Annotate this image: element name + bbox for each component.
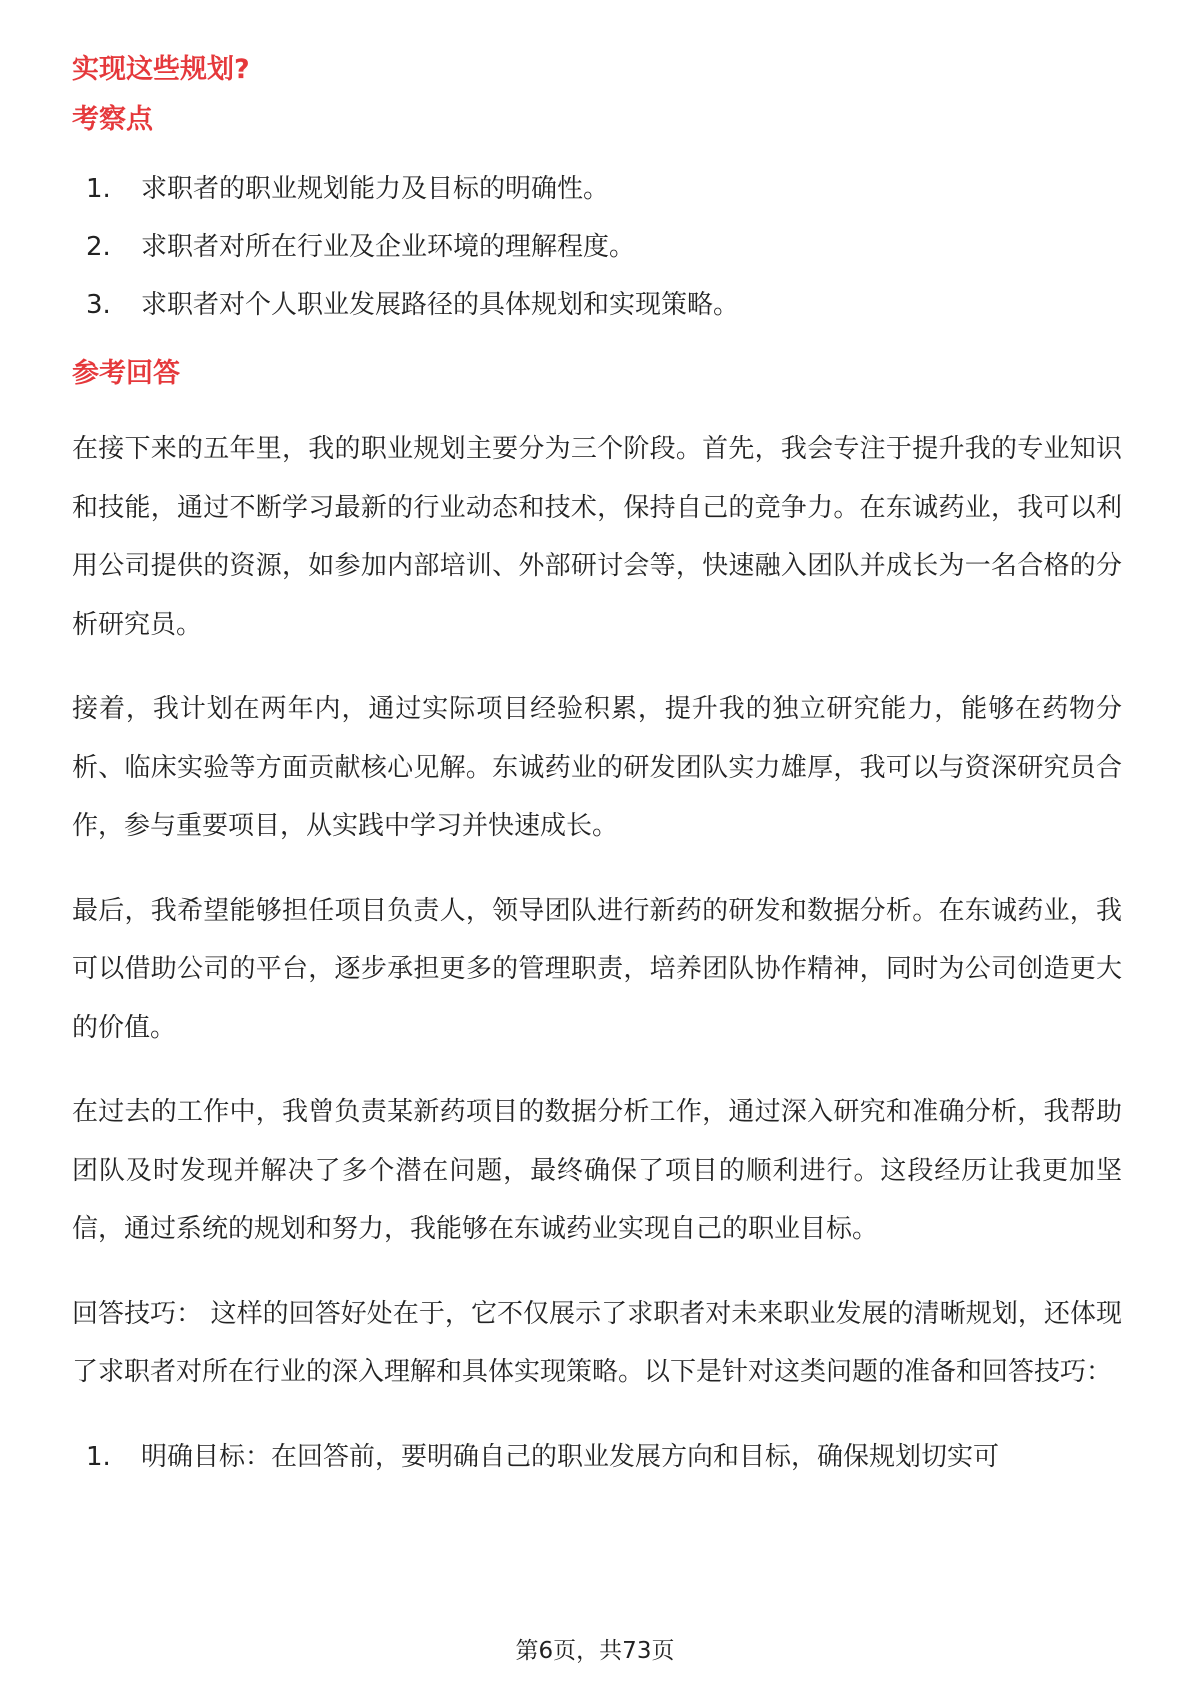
list-item-number: 3. — [86, 290, 111, 320]
list-item-number: 2. — [86, 232, 111, 262]
list-item-text: 求职者对个人职业发展路径的具体规划和实现策略。 — [141, 290, 740, 320]
page-footer: 第6页，共73页 — [515, 1638, 675, 1664]
list-item — [72, 160, 1122, 218]
page-content — [72, 48, 1122, 1486]
list-item-number: 1. — [86, 174, 111, 204]
answer-paragraph: 在接下来的五年里，我的职业规划主要分为三个阶段。首先，我会专注于提升我的专业知识和技能，通过不断学习最新的行业动态和技术，保持自己的竞争力。在东诚药业，我可以利用公司提供的资源，如参加内部培训、外部研讨会等，快速融入团队并成长为一名合格的分析研究员。 — [72, 434, 1122, 640]
answer-paragraph: 接着，我计划在两年内，通过实际项目经验积累，提升我的独立研究能力，能够在药物分析、临床实验等方面贡献核心见解。东诚药业的研发团队实力雄厚，我可以与资深研究员合作，参与重要项目，从实践中学习并快速成长。 — [72, 694, 1122, 841]
list-item — [72, 1428, 1122, 1486]
list-item — [72, 218, 1122, 276]
answer-paragraph: 在过去的工作中，我曾负责某新药项目的数据分析工作，通过深入研究和准确分析，我帮助团队及时发现并解决了多个潜在问题，最终确保了项目的顺利进行。这段经历让我更加坚信，通过系统的规划和努力，我能够在东诚药业实现自己的职业目标。 — [72, 1097, 1122, 1244]
list-item-text: 求职者对所在行业及企业环境的理解程度。 — [141, 232, 636, 262]
answer-tips-paragraph: 回答技巧： 这样的回答好处在于，它不仅展示了求职者对未来职业发展的清晰规划，还体现了求职者对所在行业的深入理解和具体实现策略。以下是针对这类问题的准备和回答技巧： — [72, 1298, 1122, 1387]
tips-list — [72, 1428, 1122, 1486]
answer-paragraph: 最后，我希望能够担任项目负责人，领导团队进行新药的研发和数据分析。在东诚药业，我可以借助公司的平台，逐步承担更多的管理职责，培养团队协作精神，同时为公司创造更大的价值。 — [72, 895, 1122, 1043]
question-heading-tail: 实现这些规划? — [72, 54, 250, 85]
section-heading-cankao: 参考回答 — [72, 358, 180, 389]
list-item-text: 求职者的职业规划能力及目标的明确性。 — [141, 174, 610, 204]
list-item — [72, 276, 1122, 334]
kaochadian-list — [72, 160, 1122, 334]
list-item-number: 1. — [86, 1441, 111, 1472]
section-heading-kaochadian: 考察点 — [72, 104, 153, 135]
list-item-text: 明确目标：在回答前，要明确自己的职业发展方向和目标，确保规划切实可 — [141, 1441, 1000, 1472]
